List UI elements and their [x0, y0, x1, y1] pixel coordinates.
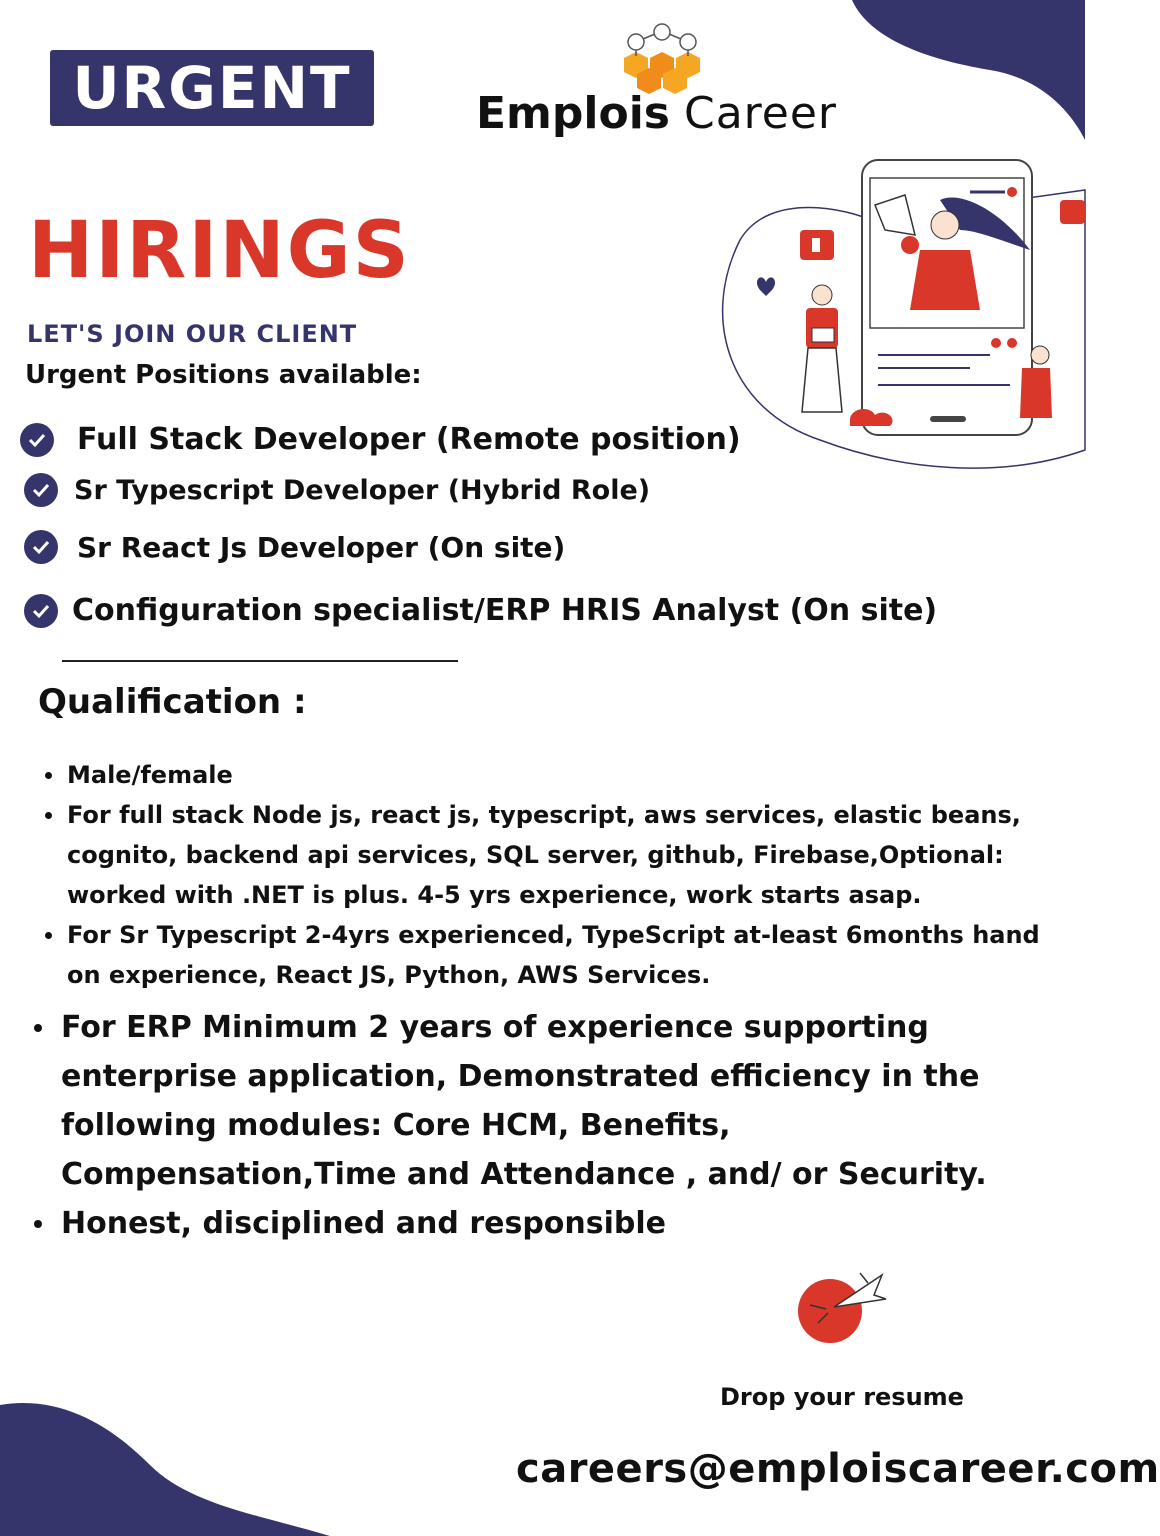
positions-heading: Urgent Positions available: [25, 360, 422, 390]
list-item: Honest, disciplined and responsible [34, 1199, 1044, 1248]
brand-name-light: Career [683, 88, 838, 139]
list-item: For full stack Node js, react js, typescript, aws services, elastic beans, cognito, backend api services, SQL server, github, Firebase,Optional: worked with .NET is plus. 4-5 yrs experience, work starts asap. [45, 795, 1045, 915]
target-click-icon [790, 1265, 890, 1345]
check-circle-icon [20, 423, 54, 457]
qualification-title: Qualification : [38, 682, 307, 722]
position-label: Sr Typescript Developer (Hybrid Role) [74, 474, 651, 506]
list-item: Male/female [45, 755, 1045, 795]
headline-title: HIRINGS [28, 206, 411, 296]
position-label: Sr React Js Developer (On site) [77, 530, 566, 564]
headline-subtitle: LET'S JOIN OUR CLIENT [27, 320, 358, 348]
qualification-list [45, 755, 1045, 995]
hexagon-network-icon [616, 22, 708, 94]
position-item [24, 530, 565, 564]
position-label: Configuration specialist/ERP HRIS Analyst (On site) [72, 593, 938, 628]
position-item [20, 422, 741, 457]
urgent-badge: URGENT [50, 50, 374, 126]
bottom-left-blob [0, 1395, 330, 1536]
position-label: Full Stack Developer (Remote position) [77, 422, 741, 457]
check-circle-icon [24, 530, 58, 564]
brand-name-bold: Emplois [476, 88, 670, 139]
marketing-illustration [700, 150, 1085, 470]
check-circle-icon [24, 473, 58, 507]
brand-name [476, 88, 837, 139]
list-item: For Sr Typescript 2-4yrs experienced, TypeScript at-least 6months hand on experience, React JS, Python, AWS Services. [45, 915, 1045, 995]
top-right-blob [840, 0, 1085, 140]
check-circle-icon [24, 594, 58, 628]
list-item: For ERP Minimum 2 years of experience supporting enterprise application, Demonstrated efficiency in the following modules: Core HCM, Benefits, Compensation,Time and Attendance , and/ or Security. [34, 1003, 1044, 1199]
position-item [24, 473, 650, 507]
drop-resume-label: Drop your resume [720, 1383, 964, 1411]
position-item [24, 593, 937, 628]
requirements-list [34, 1003, 1044, 1248]
section-divider [62, 660, 458, 662]
contact-email[interactable]: careers@emploiscareer.com [516, 1446, 1160, 1492]
